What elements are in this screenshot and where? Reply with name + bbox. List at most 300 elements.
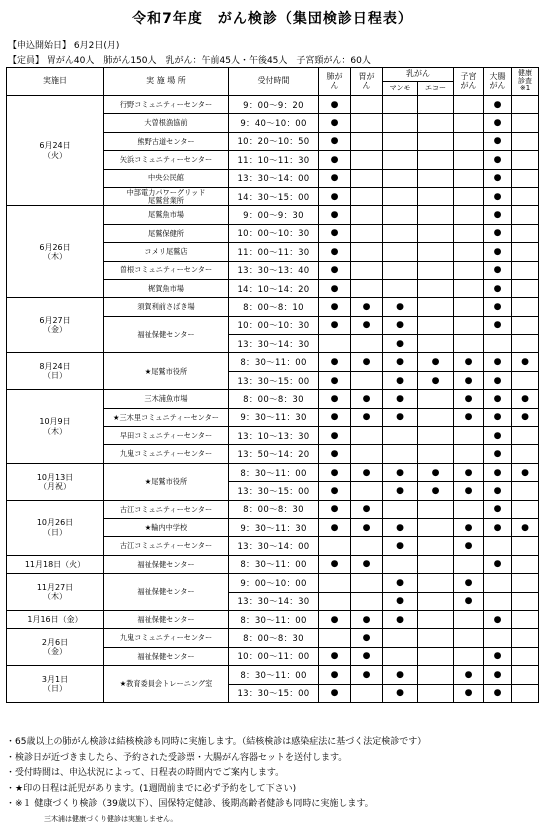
mark-cell-echo [418, 518, 454, 536]
available-dot: ● [464, 393, 473, 404]
mark-cell-echo [418, 243, 454, 261]
location-cell: 矢浜コミュニティーセンター [104, 151, 229, 169]
mark-cell-lung [319, 518, 351, 536]
time-cell: 9：00～9：20 [229, 96, 319, 114]
mark-cell-lung [319, 187, 351, 205]
available-dot: ● [396, 485, 404, 496]
available-dot: ● [493, 154, 502, 165]
mark-cell-uterus [454, 132, 484, 150]
available-dot: ● [330, 228, 339, 239]
available-dot: ● [493, 430, 502, 441]
available-dot: ● [362, 393, 371, 404]
small-note: 三木浦は健康づくり健診は実施しません。 [44, 814, 178, 823]
mark-cell-health [512, 371, 539, 389]
location-cell: 古江コミュニティーセンター [104, 500, 229, 518]
mark-cell-colon [484, 114, 512, 132]
available-dot: ● [330, 467, 339, 478]
available-dot: ● [431, 375, 440, 386]
mark-cell-lung [319, 335, 351, 353]
date-cell: 6月26日 （木） [7, 206, 104, 298]
mark-cell-stomach [351, 629, 383, 647]
mark-cell-lung [319, 500, 351, 518]
mark-cell-lung [319, 390, 351, 408]
mark-cell-stomach [351, 574, 383, 592]
schedule-row [7, 298, 539, 316]
mark-cell-stomach [351, 518, 383, 536]
mark-cell-health [512, 279, 539, 297]
mark-cell-colon [484, 390, 512, 408]
location-cell: ★三木里コミュニティーセンター [104, 408, 229, 426]
mark-cell-lung [319, 408, 351, 426]
time-cell: 13：30～15：00 [229, 684, 319, 702]
available-dot: ● [493, 688, 502, 699]
time-cell: 8：30～11：00 [229, 463, 319, 481]
time-cell: 13：10～13：30 [229, 427, 319, 445]
mark-cell-echo [418, 96, 454, 114]
mark-cell-colon [484, 206, 512, 224]
header-uterus: 子宮 がん [454, 68, 484, 96]
location-cell: ★教育委員会トレーニング室 [104, 666, 229, 703]
mark-cell-lung [319, 132, 351, 150]
mark-cell-echo [418, 390, 454, 408]
mark-cell-uterus [454, 151, 484, 169]
time-cell: 8：00～8：10 [229, 298, 319, 316]
mark-cell-lung [319, 114, 351, 132]
location-cell: 行野コミュニティーセンター [104, 96, 229, 114]
mark-cell-stomach [351, 463, 383, 481]
mark-cell-uterus [454, 592, 484, 610]
mark-cell-colon [484, 298, 512, 316]
mark-cell-mammo [383, 371, 418, 389]
mark-cell-uterus [454, 335, 484, 353]
mark-cell-echo [418, 647, 454, 665]
schedule-row [7, 629, 539, 647]
available-dot: ● [493, 357, 502, 368]
available-dot: ● [521, 522, 529, 533]
mark-cell-mammo [383, 132, 418, 150]
mark-cell-health [512, 684, 539, 702]
location-cell: コメリ尾鷲店 [104, 243, 229, 261]
available-dot: ● [330, 485, 339, 496]
mark-cell-stomach [351, 555, 383, 573]
note-item: ・★印の日程は託児があります。(1週間前までに必ず予約をして下さい) [6, 783, 297, 794]
mark-cell-health [512, 169, 539, 187]
mark-cell-echo [418, 169, 454, 187]
mark-cell-health [512, 224, 539, 242]
time-cell: 8：30～11：00 [229, 555, 319, 573]
mark-cell-mammo [383, 555, 418, 573]
time-cell: 8：00～8：30 [229, 500, 319, 518]
location-cell: 曽根コミュニティーセンター [104, 261, 229, 279]
available-dot: ● [396, 301, 404, 312]
time-cell: 13：30～14：30 [229, 592, 319, 610]
header-location: 実 施 場 所 [104, 68, 229, 96]
location-cell: 福祉保健センター [104, 647, 229, 665]
available-dot: ● [521, 412, 529, 423]
mark-cell-lung [319, 316, 351, 334]
mark-cell-lung [319, 206, 351, 224]
mark-cell-uterus [454, 684, 484, 702]
mark-cell-uterus [454, 187, 484, 205]
location-cell: 福祉保健センター [104, 610, 229, 628]
available-dot: ● [464, 467, 473, 478]
mark-cell-mammo [383, 592, 418, 610]
mark-cell-echo [418, 463, 454, 481]
available-dot: ● [330, 669, 339, 680]
time-cell: 8：00～8：30 [229, 629, 319, 647]
mark-cell-lung [319, 151, 351, 169]
mark-cell-lung [319, 371, 351, 389]
available-dot: ● [330, 522, 339, 533]
mark-cell-lung [319, 555, 351, 573]
mark-cell-uterus [454, 206, 484, 224]
mark-cell-colon [484, 555, 512, 573]
mark-cell-uterus [454, 574, 484, 592]
available-dot: ● [493, 228, 502, 239]
date-cell: 10月13日 （月祝） [7, 463, 104, 500]
available-dot: ● [362, 522, 371, 533]
mark-cell-colon [484, 684, 512, 702]
schedule-table [6, 67, 539, 703]
mark-cell-uterus [454, 518, 484, 536]
available-dot: ● [464, 522, 473, 533]
mark-cell-lung [319, 463, 351, 481]
schedule-row [7, 500, 539, 518]
mark-cell-mammo [383, 647, 418, 665]
mark-cell-colon [484, 224, 512, 242]
mark-cell-mammo [383, 261, 418, 279]
mark-cell-echo [418, 224, 454, 242]
mark-cell-health [512, 574, 539, 592]
location-cell: 中部電力パワーグリッド 尾鷲営業所 [104, 187, 229, 205]
time-cell: 8：30～11：00 [229, 353, 319, 371]
available-dot: ● [330, 393, 339, 404]
mark-cell-uterus [454, 647, 484, 665]
mark-cell-lung [319, 537, 351, 555]
mark-cell-colon [484, 151, 512, 169]
mark-cell-stomach [351, 647, 383, 665]
available-dot: ● [493, 485, 502, 496]
mark-cell-uterus [454, 463, 484, 481]
available-dot: ● [464, 669, 473, 680]
mark-cell-health [512, 151, 539, 169]
schedule-row [7, 574, 539, 592]
available-dot: ● [396, 393, 404, 404]
mark-cell-mammo [383, 298, 418, 316]
available-dot: ● [362, 651, 371, 662]
application-start-date: 【申込開始日】 6月2日(月) [8, 41, 120, 51]
mark-cell-health [512, 243, 539, 261]
available-dot: ● [493, 99, 502, 110]
mark-cell-lung [319, 427, 351, 445]
available-dot: ● [330, 504, 339, 515]
mark-cell-echo [418, 592, 454, 610]
mark-cell-mammo [383, 279, 418, 297]
available-dot: ● [493, 301, 502, 312]
mark-cell-health [512, 408, 539, 426]
mark-cell-echo [418, 279, 454, 297]
mark-cell-health [512, 298, 539, 316]
available-dot: ● [431, 357, 440, 368]
available-dot: ● [464, 541, 473, 552]
available-dot: ● [362, 669, 371, 680]
mark-cell-echo [418, 629, 454, 647]
mark-cell-uterus [454, 427, 484, 445]
available-dot: ● [330, 430, 339, 441]
schedule-row [7, 390, 539, 408]
mark-cell-echo [418, 500, 454, 518]
mark-cell-uterus [454, 169, 484, 187]
mark-cell-echo [418, 684, 454, 702]
location-cell: 尾鷲魚市場 [104, 206, 229, 224]
available-dot: ● [396, 320, 404, 331]
mark-cell-echo [418, 427, 454, 445]
mark-cell-lung [319, 169, 351, 187]
location-cell: 大曽根漁協前 [104, 114, 229, 132]
mark-cell-health [512, 96, 539, 114]
note-item: ・※１ 健康づくり検診（39歳以下）、国保特定健診、後期高齢者健診も同時に実施します。 [6, 799, 374, 810]
mark-cell-mammo [383, 316, 418, 334]
schedule-row [7, 555, 539, 573]
location-cell: 九鬼コミュニティーセンター [104, 445, 229, 463]
mark-cell-lung [319, 610, 351, 628]
schedule-row [7, 463, 539, 481]
mark-cell-colon [484, 353, 512, 371]
mark-cell-lung [319, 224, 351, 242]
available-dot: ● [330, 154, 339, 165]
available-dot: ● [521, 357, 529, 368]
available-dot: ● [464, 485, 473, 496]
schedule-row [7, 666, 539, 684]
location-cell: 梶賀魚市場 [104, 279, 229, 297]
mark-cell-uterus [454, 279, 484, 297]
time-cell: 9：30～11：30 [229, 518, 319, 536]
available-dot: ● [330, 559, 339, 570]
mark-cell-uterus [454, 500, 484, 518]
available-dot: ● [493, 522, 502, 533]
mark-cell-stomach [351, 316, 383, 334]
mark-cell-lung [319, 243, 351, 261]
available-dot: ● [493, 449, 502, 460]
location-cell: 中央公民館 [104, 169, 229, 187]
header-breast: 乳がん [383, 68, 454, 82]
note-item: ・検診日が近づきましたら、予約された受診票・大腸がん容器セットを送付します。 [6, 752, 348, 763]
mark-cell-mammo [383, 408, 418, 426]
time-cell: 9：30～11：30 [229, 408, 319, 426]
available-dot: ● [396, 522, 404, 533]
mark-cell-colon [484, 408, 512, 426]
mark-cell-echo [418, 555, 454, 573]
available-dot: ● [396, 412, 404, 423]
mark-cell-echo [418, 316, 454, 334]
available-dot: ● [493, 191, 502, 202]
available-dot: ● [431, 485, 440, 496]
available-dot: ● [521, 467, 529, 478]
note-item: ・65歳以上の肺がん検診は結核検診も同時に実施します。（結核検診は感染症法に基づく法定検診です） [6, 737, 427, 747]
available-dot: ● [464, 357, 473, 368]
mark-cell-colon [484, 169, 512, 187]
capacity-info: 【定員】 胃がん40人 肺がん150人 乳がん：午前45人・午後45人 子宮頸がん：60人 [8, 56, 371, 66]
mark-cell-colon [484, 96, 512, 114]
mark-cell-lung [319, 684, 351, 702]
available-dot: ● [362, 412, 371, 423]
time-cell: 13：30～13：40 [229, 261, 319, 279]
available-dot: ● [493, 375, 502, 386]
available-dot: ● [464, 688, 473, 699]
mark-cell-colon [484, 316, 512, 334]
time-cell: 8：00～8：30 [229, 390, 319, 408]
mark-cell-uterus [454, 298, 484, 316]
location-cell: ★輪内中学校 [104, 518, 229, 536]
schedule-body [7, 96, 539, 703]
available-dot: ● [493, 467, 502, 478]
available-dot: ● [330, 265, 339, 276]
available-dot: ● [493, 320, 502, 331]
mark-cell-stomach [351, 408, 383, 426]
date-cell: 11月18日（火） [7, 555, 104, 573]
mark-cell-echo [418, 206, 454, 224]
available-dot: ● [362, 633, 371, 644]
mark-cell-colon [484, 666, 512, 684]
mark-cell-lung [319, 647, 351, 665]
mark-cell-echo [418, 574, 454, 592]
mark-cell-echo [418, 114, 454, 132]
time-cell: 13：30～15：00 [229, 371, 319, 389]
available-dot: ● [330, 614, 339, 625]
time-cell: 13：30～14：00 [229, 169, 319, 187]
location-cell: 福祉保健センター [104, 574, 229, 611]
mark-cell-health [512, 482, 539, 500]
time-cell: 11：10～11：30 [229, 151, 319, 169]
location-cell: 熊野古道センター [104, 132, 229, 150]
mark-cell-stomach [351, 114, 383, 132]
available-dot: ● [330, 136, 339, 147]
mark-cell-colon [484, 261, 512, 279]
mark-cell-mammo [383, 187, 418, 205]
mark-cell-mammo [383, 610, 418, 628]
note-item: ・受付時間は、申込状況によって、日程表の時間内でご案内します。 [6, 768, 285, 779]
mark-cell-health [512, 629, 539, 647]
mark-cell-mammo [383, 335, 418, 353]
mark-cell-health [512, 187, 539, 205]
mark-cell-echo [418, 445, 454, 463]
mark-cell-echo [418, 132, 454, 150]
available-dot: ● [493, 265, 502, 276]
available-dot: ● [396, 614, 404, 625]
mark-cell-stomach [351, 445, 383, 463]
available-dot: ● [493, 669, 502, 680]
mark-cell-echo [418, 610, 454, 628]
mark-cell-echo [418, 261, 454, 279]
mark-cell-colon [484, 647, 512, 665]
mark-cell-uterus [454, 353, 484, 371]
date-cell: 6月24日 （火） [7, 96, 104, 206]
location-cell: ★尾鷲市役所 [104, 463, 229, 500]
mark-cell-mammo [383, 666, 418, 684]
mark-cell-lung [319, 666, 351, 684]
mark-cell-uterus [454, 96, 484, 114]
mark-cell-stomach [351, 298, 383, 316]
header-echo: エコー [418, 82, 454, 96]
available-dot: ● [362, 301, 371, 312]
mark-cell-mammo [383, 114, 418, 132]
mark-cell-health [512, 666, 539, 684]
mark-cell-colon [484, 335, 512, 353]
mark-cell-mammo [383, 463, 418, 481]
time-cell: 8：30～11：00 [229, 666, 319, 684]
available-dot: ● [396, 338, 404, 349]
mark-cell-health [512, 114, 539, 132]
available-dot: ● [493, 118, 502, 129]
schedule-row [7, 353, 539, 371]
available-dot: ● [330, 651, 339, 662]
mark-cell-echo [418, 187, 454, 205]
mark-cell-uterus [454, 537, 484, 555]
mark-cell-mammo [383, 482, 418, 500]
available-dot: ● [330, 283, 339, 294]
mark-cell-lung [319, 445, 351, 463]
mark-cell-uterus [454, 371, 484, 389]
location-cell: 福祉保健センター [104, 555, 229, 573]
mark-cell-health [512, 132, 539, 150]
available-dot: ● [521, 393, 529, 404]
available-dot: ● [330, 375, 339, 386]
mark-cell-stomach [351, 666, 383, 684]
mark-cell-echo [418, 666, 454, 684]
available-dot: ● [493, 504, 502, 515]
mark-cell-lung [319, 482, 351, 500]
mark-cell-uterus [454, 261, 484, 279]
mark-cell-mammo [383, 151, 418, 169]
mark-cell-stomach [351, 335, 383, 353]
location-cell: 福祉保健センター [104, 316, 229, 353]
available-dot: ● [493, 393, 502, 404]
mark-cell-stomach [351, 151, 383, 169]
page-title: 令和7年度 がん検診（集団検診日程表） [132, 11, 413, 27]
mark-cell-mammo [383, 206, 418, 224]
mark-cell-colon [484, 629, 512, 647]
mark-cell-stomach [351, 96, 383, 114]
available-dot: ● [493, 246, 502, 257]
available-dot: ● [362, 559, 371, 570]
header-health: 健康 診査 ※1 [512, 68, 539, 96]
mark-cell-echo [418, 408, 454, 426]
mark-cell-uterus [454, 114, 484, 132]
mark-cell-health [512, 390, 539, 408]
mark-cell-stomach [351, 371, 383, 389]
mark-cell-mammo [383, 629, 418, 647]
time-cell: 10：20～10：50 [229, 132, 319, 150]
available-dot: ● [362, 320, 371, 331]
date-cell: 8月24日 （日） [7, 353, 104, 390]
time-cell: 9：00～9：30 [229, 206, 319, 224]
time-cell: 10：00～10：30 [229, 316, 319, 334]
mark-cell-colon [484, 500, 512, 518]
available-dot: ● [330, 320, 339, 331]
mark-cell-mammo [383, 390, 418, 408]
mark-cell-lung [319, 574, 351, 592]
mark-cell-lung [319, 279, 351, 297]
available-dot: ● [396, 375, 404, 386]
mark-cell-health [512, 592, 539, 610]
available-dot: ● [464, 375, 473, 386]
location-cell: 古江コミュニティーセンター [104, 537, 229, 555]
mark-cell-uterus [454, 666, 484, 684]
mark-cell-colon [484, 610, 512, 628]
available-dot: ● [330, 688, 339, 699]
available-dot: ● [396, 467, 404, 478]
available-dot: ● [464, 412, 473, 423]
